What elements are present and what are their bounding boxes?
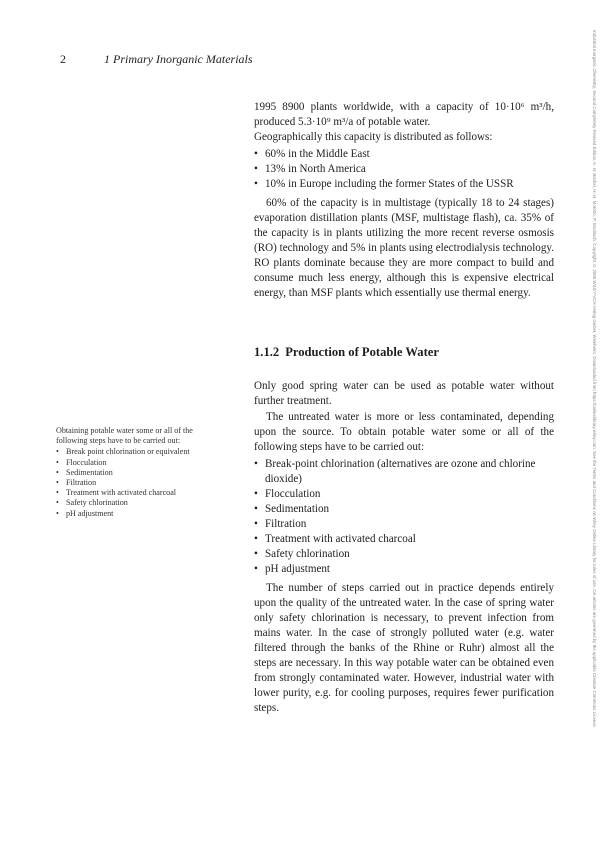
list-item: • Flocculation [254, 487, 554, 502]
capacity-paragraph: 60% of the capacity is in multistage (typically 18 to 24 stages) evaporation distillation plants (MSF, multistage flash), ca. 35% of the capacity is in plants utilizing the more recent reverse osmosis (RO) technology and 5% in plants using electrodialysis technology. RO plants dominate because they are more compact to build and consume much less energy, although this is expensive electrical energy, than MSF plants which essentially use thermal energy. [254, 196, 554, 300]
list-item: • Sedimentation [254, 502, 554, 517]
geo-intro: Geographically this capacity is distributed as follows: [254, 131, 493, 144]
list-item: • Flocculation [56, 458, 226, 468]
geo-list [254, 147, 554, 192]
list-item: • 13% in North America [254, 162, 554, 177]
closing-paragraph: The number of steps carried out in practice depends entirely upon the quality of the untreated water. In the case of spring water only safety chlorination is necessary, to prevent infection from mains water. In the case of strongly polluted water (e.g. water filtered through the banks of the Rhine or Ruhr) almost all the steps are necessary. In this way potable water can be obtained even from strongly contaminated water. However, industrial water with lower purity, e.g. for cooling purposes, requires fewer purification steps. [254, 581, 554, 715]
margin-note-list [56, 447, 226, 518]
section-title: Production of Potable Water [285, 345, 439, 360]
margin-note-intro: Obtaining potable water some or all of the following steps have to be carried out: [56, 426, 193, 446]
steps-list [254, 457, 554, 578]
running-head [60, 52, 253, 67]
list-item: • Treatment with activated charcoal [56, 488, 226, 498]
list-item: • Sedimentation [56, 468, 226, 478]
list-item: • pH adjustment [56, 509, 226, 519]
list-item: • Safety chlorination [254, 547, 554, 562]
untreated-paragraph: The untreated water is more or less contaminated, depending upon the source. To obtain potable water some or all of the following steps have to be carried out: [254, 410, 554, 453]
page-number: 2 [60, 52, 66, 66]
section-number: 1.1.2 [254, 345, 280, 360]
section-heading [254, 345, 554, 360]
list-item: • Filtration [56, 478, 226, 488]
list-item: • Treatment with activated charcoal [254, 532, 554, 547]
chapter-title: 1 Primary Inorganic Materials [104, 52, 253, 66]
intro-paragraph: 1995 8900 plants worldwide, with a capacity of 10·10⁶ m³/h, produced 5.3·10⁹ m³/a of potable water. [254, 101, 554, 129]
list-item: • pH adjustment [254, 562, 554, 577]
spring-paragraph: Only good spring water can be used as potable water without further treatment. [254, 380, 554, 408]
list-item: • Filtration [254, 517, 554, 532]
section-spacer [254, 301, 554, 345]
list-item: • 60% in the Middle East [254, 147, 554, 162]
list-item: • 10% in Europe including the former States of the USSR [254, 177, 554, 192]
list-item: • Break-point chlorination (alternatives are ozone and chlorine dioxide) [254, 457, 554, 487]
download-notice: Industrial Inorganic Chemistry, Second Completely Revised Edition. K. H. Büchel, H.-H. Moretto, P. Woditsch. Copyright © 2000 WILEY-VCH Verlag GmbH, Weinheim. Downloaded from https://onlinelibrary.wiley.com. See the Terms and Conditions on Wiley Online Library for rules of use; OA articles are governed by the applicable Creative Commons License [592, 30, 597, 727]
list-item: • Safety chlorination [56, 498, 226, 508]
margin-note [56, 426, 226, 519]
list-item: • Break point chlorination or equivalent [56, 447, 226, 457]
main-column [254, 100, 554, 716]
